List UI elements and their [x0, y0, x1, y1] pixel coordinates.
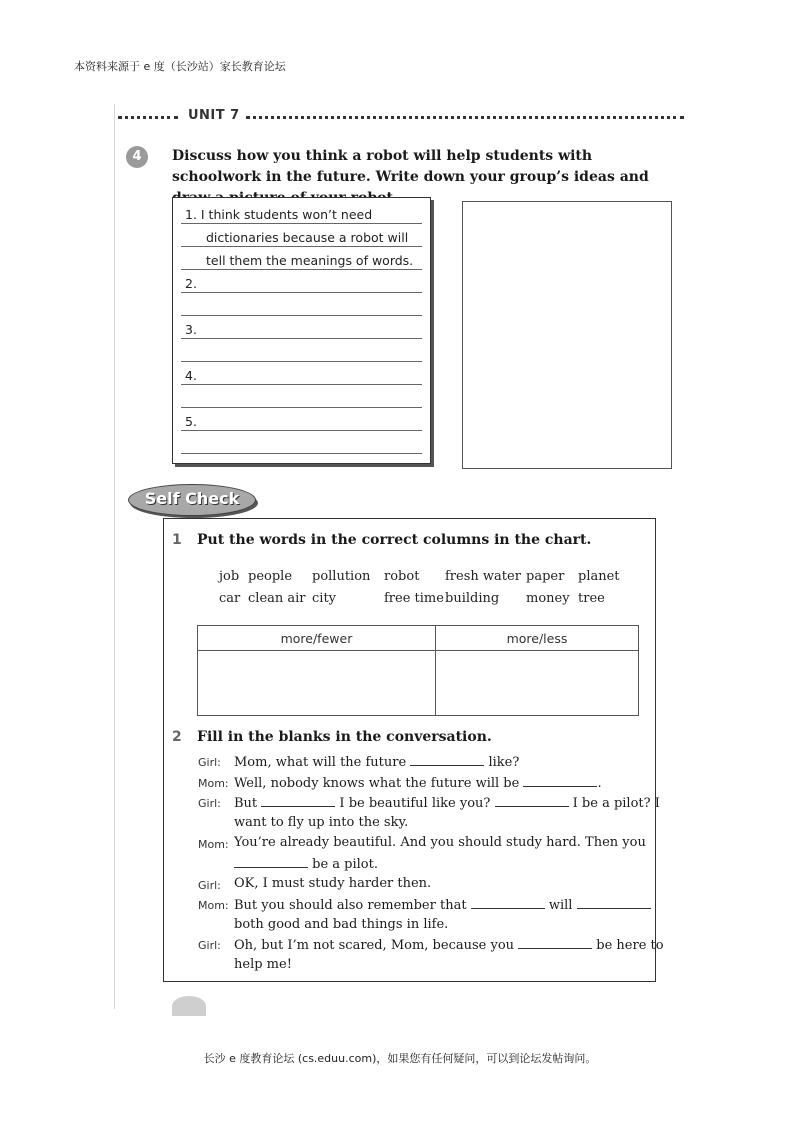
source-note: 本资料来源于 e 度（长沙站）家长教育论坛 — [74, 60, 286, 73]
dialogue-line: Well, nobody knows what the future will be . — [234, 776, 602, 791]
word-bank-item: free time — [384, 591, 444, 606]
column-header-more-fewer: more/fewer — [198, 626, 436, 651]
section-2-number: 2 — [172, 729, 182, 745]
activity-number: 4 — [126, 146, 148, 168]
dialogue-line-cont: both good and bad things in life. — [234, 917, 449, 932]
note-rule — [181, 453, 422, 454]
note-line-1: 1. I think students won’t need — [185, 207, 373, 222]
answer-cell-more-less[interactable] — [435, 651, 638, 716]
dotted-rule-right — [246, 116, 684, 119]
word-bank-item: job — [219, 569, 240, 584]
word-bank-item: robot — [384, 569, 420, 584]
note-rule — [181, 315, 422, 316]
word-bank-item: city — [312, 591, 337, 606]
ideas-notes-box — [172, 197, 431, 464]
dotted-rule-left — [118, 116, 178, 119]
word-bank-item: clean air — [248, 591, 306, 606]
note-rule — [181, 269, 422, 270]
robot-drawing-box — [462, 201, 672, 469]
note-rule — [181, 246, 422, 247]
dialogue-speaker: Mom: — [198, 777, 229, 790]
column-header-more-less: more/less — [435, 626, 638, 651]
note-rule — [181, 338, 422, 339]
word-bank-item: fresh water — [445, 569, 521, 584]
section-2-title: Fill in the blanks in the conversation. — [197, 729, 492, 745]
word-bank-item: paper — [526, 569, 565, 584]
answer-blank[interactable] — [577, 896, 651, 909]
dialogue-line: You’re already beautiful. And you should study hard. Then you — [234, 835, 646, 850]
dialogue-speaker: Girl: — [198, 879, 221, 892]
dialogue-speaker: Girl: — [198, 756, 221, 769]
dialogue-line: Oh, but I’m not scared, Mom, because you be here to — [234, 938, 664, 953]
note-rule — [181, 223, 422, 224]
sorting-chart — [197, 625, 639, 716]
answer-blank[interactable] — [261, 794, 335, 807]
section-1-title: Put the words in the correct columns in the chart. — [197, 532, 592, 548]
answer-blank[interactable] — [523, 774, 597, 787]
dialogue-line: But I be beautiful like you? I be a pilot? I — [234, 796, 660, 811]
unit-header — [118, 108, 684, 126]
note-rule — [181, 407, 422, 408]
answer-blank[interactable] — [471, 896, 545, 909]
self-check-badge — [128, 484, 258, 518]
footer-note: 长沙 e 度教育论坛 (cs.eduu.com)，如果您有任何疑问，可以到论坛发帖询问。 — [203, 1052, 597, 1065]
dialogue-speaker: Girl: — [198, 797, 221, 810]
note-rule — [181, 361, 422, 362]
word-bank-item: people — [248, 569, 293, 584]
note-line-4: 4. — [185, 368, 197, 383]
page-edge — [114, 104, 115, 1009]
dialogue-line: Mom, what will the future like? — [234, 755, 520, 770]
dialogue-line-cont: want to fly up into the sky. — [234, 815, 409, 830]
note-line-3: 3. — [185, 322, 197, 337]
dialogue-line-cont: help me! — [234, 957, 292, 972]
word-bank-item: car — [219, 591, 241, 606]
answer-blank[interactable] — [234, 855, 308, 868]
answer-cell-more-fewer[interactable] — [198, 651, 436, 716]
dialogue-speaker: Girl: — [198, 939, 221, 952]
dialogue-speaker: Mom: — [198, 838, 229, 851]
note-line-2: 2. — [185, 276, 197, 291]
answer-blank[interactable] — [518, 936, 592, 949]
page-number-tab — [172, 996, 206, 1016]
word-bank-item: planet — [578, 569, 620, 584]
note-line-1-cont: dictionaries because a robot will — [206, 230, 409, 245]
answer-blank[interactable] — [410, 753, 484, 766]
dialogue-line-cont: be a pilot. — [234, 855, 378, 872]
note-rule — [181, 430, 422, 431]
badge-label: Self Check — [144, 489, 240, 508]
activity-instructions: Discuss how you think a robot will help students with schoolwork in the future. Write down your group’s ideas and — [172, 148, 649, 185]
unit-label: UNIT 7 — [188, 108, 240, 123]
note-rule — [181, 292, 422, 293]
dialogue-line: OK, I must study harder then. — [234, 876, 432, 891]
section-1-number: 1 — [172, 532, 182, 548]
answer-blank[interactable] — [495, 794, 569, 807]
word-bank-item: pollution — [312, 569, 371, 584]
dialogue-speaker: Mom: — [198, 899, 229, 912]
word-bank-item: money — [526, 591, 570, 606]
note-line-1-cont: tell them the meanings of words. — [206, 253, 414, 268]
word-bank-item: building — [445, 591, 500, 606]
note-line-5: 5. — [185, 414, 197, 429]
note-rule — [181, 384, 422, 385]
dialogue-line: But you should also remember that will — [234, 896, 651, 913]
word-bank-item: tree — [578, 591, 605, 606]
